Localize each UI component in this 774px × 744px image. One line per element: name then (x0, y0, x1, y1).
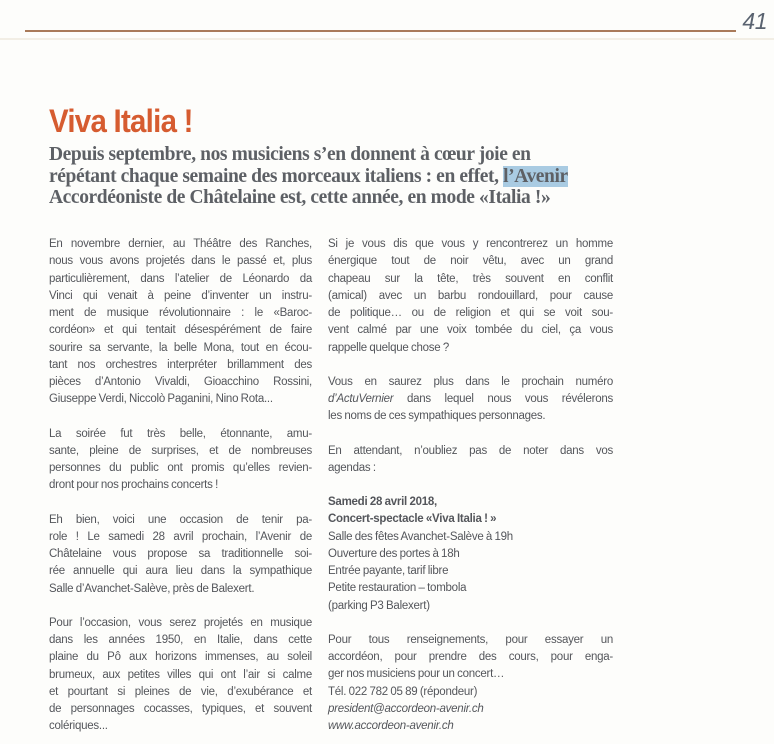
paragraph (328, 494, 613, 615)
text-line (328, 443, 613, 460)
article-title: Viva Italia ! (49, 103, 193, 140)
text-segment: chapeau sur la tête, très souvent en conflit (328, 272, 613, 285)
text-segment: énergique tout de noir vêtu, avec un grand (328, 255, 613, 268)
text-line (328, 408, 613, 425)
text-line (328, 684, 613, 701)
paragraph (49, 512, 312, 598)
text-segment: www.accordeon-avenir.ch (328, 720, 454, 732)
text-line (49, 271, 312, 288)
text-line (328, 340, 613, 357)
text-segment: ment de musique révolutionnaire : le «Baroc- (49, 307, 312, 319)
text-line (328, 529, 613, 546)
text-segment: rappelle quelque chose ? (328, 341, 450, 354)
text-line (328, 580, 613, 597)
text-segment: dront pour nos prochains concerts ! (49, 479, 219, 492)
text-line (328, 563, 613, 580)
text-line (328, 701, 613, 718)
paragraph (328, 443, 613, 478)
text-line (328, 598, 613, 615)
paragraph (328, 236, 613, 357)
page-number: 41 (742, 8, 767, 34)
text-line (328, 511, 613, 528)
text-segment: En attendant, n’oubliez pas de noter dans vos (328, 444, 613, 457)
text-line (49, 563, 312, 580)
text-segment: Si je vous dis que vous y rencontrerez un homme (328, 238, 613, 250)
text-line (328, 271, 613, 288)
text-segment: Pour tous renseignements, pour essayer un (328, 633, 613, 646)
text-segment: Pour l’occasion, vous serez projetés en musique (49, 616, 312, 629)
text-segment: En novembre dernier, au Théâtre des Ranches, (49, 238, 312, 250)
text-segment: Entrée payante, tarif libre (328, 565, 449, 577)
text-line (49, 426, 312, 443)
text-segment: plaine du Pô aux horizons immenses, au soleil (49, 651, 312, 664)
text-line (328, 460, 613, 477)
text-segment: les noms de ces sympathiques personnages. (328, 410, 546, 423)
text-segment: Petite restauration – tombola (328, 582, 467, 595)
text-line (328, 649, 613, 666)
text-segment: president@accordeon-avenir.ch (328, 702, 484, 715)
text-segment: et pourtant si pleines de vie, d’exubérance et (49, 685, 312, 698)
text-line (328, 322, 613, 339)
text-segment: (parking P3 Balexert) (328, 599, 430, 612)
text-line (328, 718, 613, 735)
text-line (49, 322, 312, 339)
text-segment: La soirée fut très belle, étonnante, amu- (49, 427, 312, 440)
text-segment: vent calmé par une voix tombée du ciel, ça vous (328, 324, 613, 337)
text-segment: cordéon» et qui tentait désespérément de faire (49, 324, 312, 337)
text-segment: Samedi 28 avril 2018, (328, 496, 437, 508)
text-segment: Eh bien, voici une occasion de tenir pa- (49, 513, 312, 526)
text-segment: de politique… ou de religion et qui se voit sou- (328, 307, 613, 319)
text-line (49, 288, 312, 305)
text-line (328, 494, 613, 511)
text-segment: Châtelaine vous propose sa traditionnelle soi- (49, 548, 312, 560)
text-segment: Vous en saurez plus dans le prochain numéro (328, 375, 613, 388)
text-segment: dans les années 1950, en Italie, dans cette (49, 634, 312, 646)
text-line (49, 615, 312, 632)
text-line (49, 357, 312, 374)
text-segment: Salle d’Avanchet-Salève, près de Balexert. (49, 582, 255, 595)
text-line (49, 253, 312, 270)
text-segment: role ! Le samedi 28 avril prochain, l’Avenir de (49, 530, 312, 543)
text-line (49, 718, 312, 735)
text-segment: Salle des fêtes Avanchet-Salève à 19h (328, 530, 513, 543)
text-line (49, 144, 739, 166)
text-segment: rée annuelle qui aura lieu dans la sympathique (49, 565, 312, 578)
text-line (49, 187, 739, 209)
text-line (49, 529, 312, 546)
paragraph (49, 615, 312, 736)
text-segment: de personnages cocasses, typiques, et souvent (49, 703, 312, 715)
text-line (49, 477, 312, 494)
text-segment: dans lequel nous vous révélerons (393, 393, 613, 405)
text-segment: brumeux, aux petites villes qui ont l’air si calme (49, 668, 312, 681)
text-line (49, 166, 739, 188)
paragraph (328, 374, 613, 426)
top-rule-shadow (0, 38, 774, 40)
column-right (328, 236, 613, 735)
text-segment: sante, pleine de surprises, et de nombreuses (49, 444, 312, 457)
top-rule (25, 30, 736, 32)
text-segment: ger nos musiciens pour un concert… (328, 668, 505, 681)
text-segment: Concert-spectacle «Viva Italia ! » (328, 513, 497, 526)
text-line (49, 649, 312, 666)
selection-highlight: l’Avenir (503, 165, 568, 187)
text-line (328, 391, 613, 408)
text-segment: Vinci qui venait à peine d’inventer un instru- (49, 289, 312, 302)
text-segment: colériques... (49, 720, 108, 733)
text-segment: agendas : (328, 461, 376, 474)
text-line (49, 632, 312, 649)
text-line (328, 288, 613, 305)
text-segment: Tél. 022 782 05 89 (répondeur) (328, 685, 478, 698)
text-line (49, 305, 312, 322)
text-segment: Depuis septembre, nos musiciens s’en donnent à cœur joie en (49, 144, 531, 165)
text-line (49, 581, 312, 598)
lead-paragraph (49, 144, 739, 209)
paragraph (49, 236, 312, 409)
text-line (49, 701, 312, 718)
text-line (328, 236, 613, 253)
text-segment: Giuseppe Verdi, Niccolò Paganini, Nino Rota... (49, 393, 273, 406)
text-segment: Accordéoniste de Châtelaine est, cette année, en mode «Italia !» (49, 187, 551, 209)
text-segment: Ouverture des portes à 18h (328, 547, 460, 560)
text-line (49, 374, 312, 391)
text-line (328, 666, 613, 683)
text-segment: d’ActuVernier (328, 393, 394, 405)
text-segment: tant nos orchestres interpréter brillamment des (49, 358, 312, 371)
text-line (49, 391, 312, 408)
text-line (49, 340, 312, 357)
text-line (328, 546, 613, 563)
paragraph (49, 144, 739, 209)
text-line (49, 512, 312, 529)
text-line (49, 443, 312, 460)
paragraph (49, 426, 312, 495)
text-line (49, 546, 312, 563)
text-segment: personnes du public ont promis qu’elles revien- (49, 462, 312, 474)
paragraph (328, 632, 613, 736)
text-line (328, 305, 613, 322)
text-line (328, 632, 613, 649)
text-segment: sourire sa servante, la belle Mona, tout en écou- (49, 341, 312, 354)
text-line (328, 374, 613, 391)
text-segment: nous vous avons projetés dans le passé et, plus (49, 255, 312, 268)
text-line (49, 684, 312, 701)
text-line (49, 236, 312, 253)
text-line (49, 460, 312, 477)
text-segment: répétant chaque semaine des morceaux italiens : en effet, (49, 165, 504, 187)
text-line (328, 253, 613, 270)
column-left (49, 236, 312, 736)
text-segment: particulièrement, dans l’atelier de Léonardo da (49, 272, 312, 285)
text-segment: accordéon, pour prendre des cours, pour enga- (328, 651, 613, 663)
text-segment: pièces d’Antonio Vivaldi, Gioacchino Rossini, (49, 376, 312, 388)
text-line (49, 667, 312, 684)
text-segment: (amical) avec un barbu rondouillard, pour cause (328, 289, 613, 302)
